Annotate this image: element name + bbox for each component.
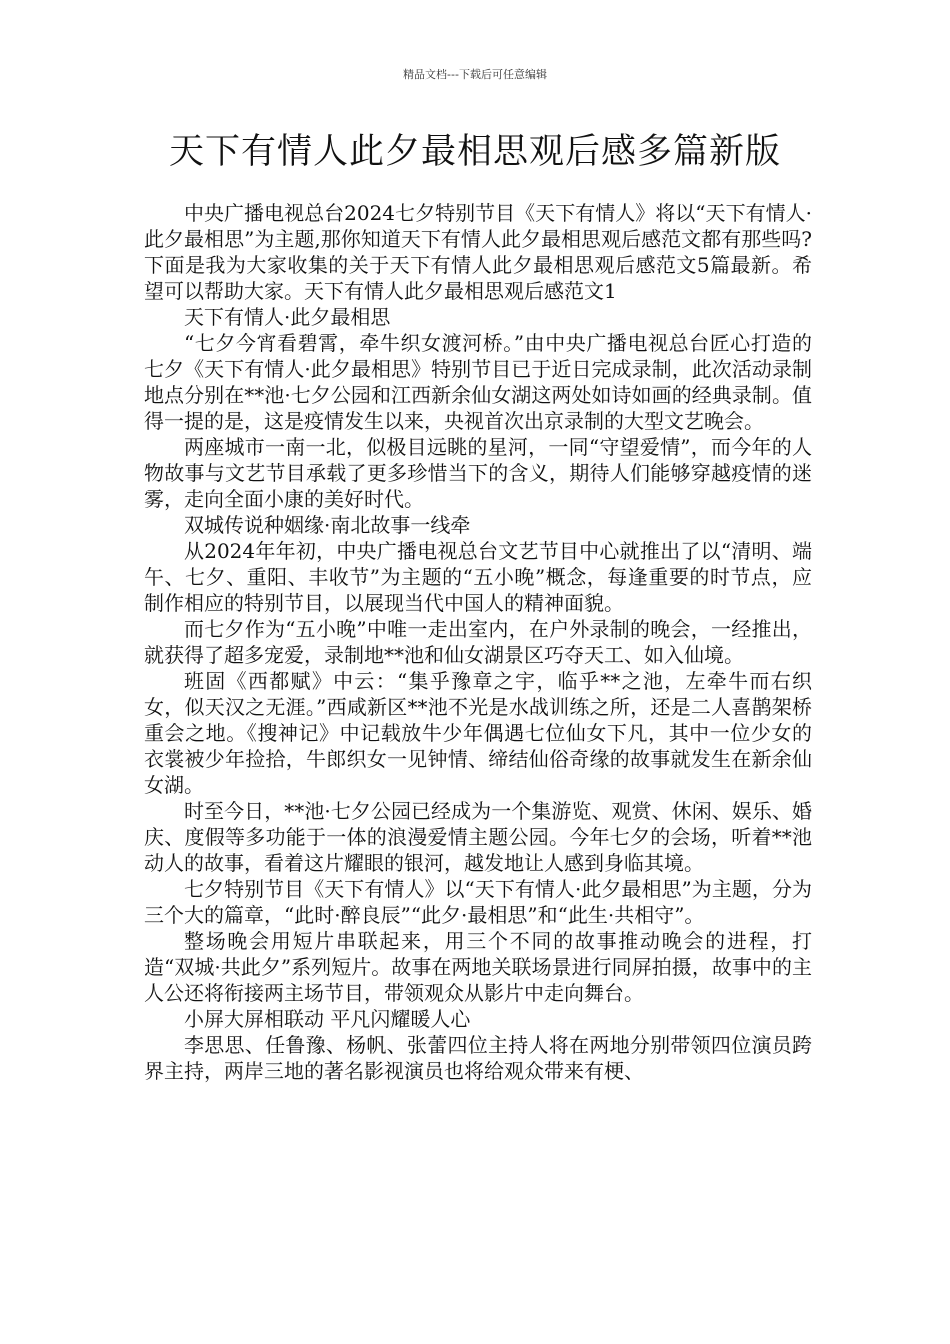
paragraph: “七夕今宵看碧霄，牵牛织女渡河桥。”由中央广播电视总台匠心打造的七夕《天下有情人·此夕最相思》特别节目已于近日完成录制，此次活动录制地点分别在**池·七夕公园和江西新余仙女湖这两处如诗如画的经典录制。值得一提的是，这是疫情发生以来，央视首次出京录制的大型文艺晚会。 [144, 331, 812, 433]
paragraph: 整场晚会用短片串联起来，用三个不同的故事推动晚会的进程，打造“双城·共此夕”系列短片。故事在两地关联场景进行同屏拍摄，故事中的主人公还将衔接两主场节目，带领观众从影片中走向舞台。 [144, 929, 812, 1005]
header-note: 精品文档---下载后可任意编辑 [403, 68, 547, 81]
paragraph: 七夕特别节目《天下有情人》以“天下有情人·此夕最相思”为主题，分为三个大的篇章，“此时·醉良辰”“此夕·最相思”和“此生·共相守”。 [144, 877, 812, 927]
paragraph: 从2024年年初，中央广播电视总台文艺节目中心就推出了以“清明、端午、七夕、重阳、丰收节”为主题的“五小晚”概念，每逢重要的时节点，应制作相应的特别节目，以展现当代中国人的精神面貌。 [144, 539, 812, 615]
paragraph: 时至今日，**池·七夕公园已经成为一个集游览、观赏、休闲、娱乐、婚庆、度假等多功能于一体的浪漫爱情主题公园。今年七夕的会场，听着**池动人的故事，看着这片耀眼的银河，越发地让人感到身临其境。 [144, 799, 812, 875]
paragraph: 班固《西都赋》中云：“集乎豫章之宇，临乎**之池，左牵牛而右织女，似天汉之无涯。”西咸新区**池不光是水战训练之所，还是二人喜鹊架桥重会之地。《搜神记》中记载放牛少年偶遇七位仙女下凡，其中一位少女的衣裳被少年捡拾，牛郎织女一见钟情、缔结仙俗奇缘的故事就发生在新余仙女湖。 [144, 669, 812, 797]
section-heading: 天下有情人·此夕最相思 [184, 305, 391, 329]
paragraph: 中央广播电视总台2024七夕特别节目《天下有情人》将以“天下有情人·此夕最相思”为主题,那你知道天下有情人此夕最相思观后感范文都有那些吗?下面是我为大家收集的关于天下有情人此夕最相思观后感范文5篇最新。希望可以帮助大家。天下有情人此夕最相思观后感范文1 [144, 201, 812, 303]
document-body [144, 200, 812, 1084]
document-title: 天下有情人此夕最相思观后感多篇新版 [168, 132, 781, 172]
section-heading: 双城传说种姻缘·南北故事一线牵 [184, 513, 471, 537]
paragraph: 两座城市一南一北，似极目远眺的星河，一同“守望爱情”，而今年的人物故事与文艺节目承载了更多珍惜当下的含义，期待人们能够穿越疫情的迷雾，走向全面小康的美好时代。 [144, 435, 812, 511]
paragraph: 而七夕作为“五小晚”中唯一走出室内，在户外录制的晚会，一经推出，就获得了超多宠爱，录制地**池和仙女湖景区巧夺天工、如入仙境。 [144, 617, 812, 667]
paragraph: 李思思、任鲁豫、杨帆、张蕾四位主持人将在两地分别带领四位演员跨界主持，两岸三地的著名影视演员也将给观众带来有梗、 [144, 1033, 812, 1083]
section-heading: 小屏大屏相联动 平凡闪耀暖人心 [184, 1007, 471, 1031]
